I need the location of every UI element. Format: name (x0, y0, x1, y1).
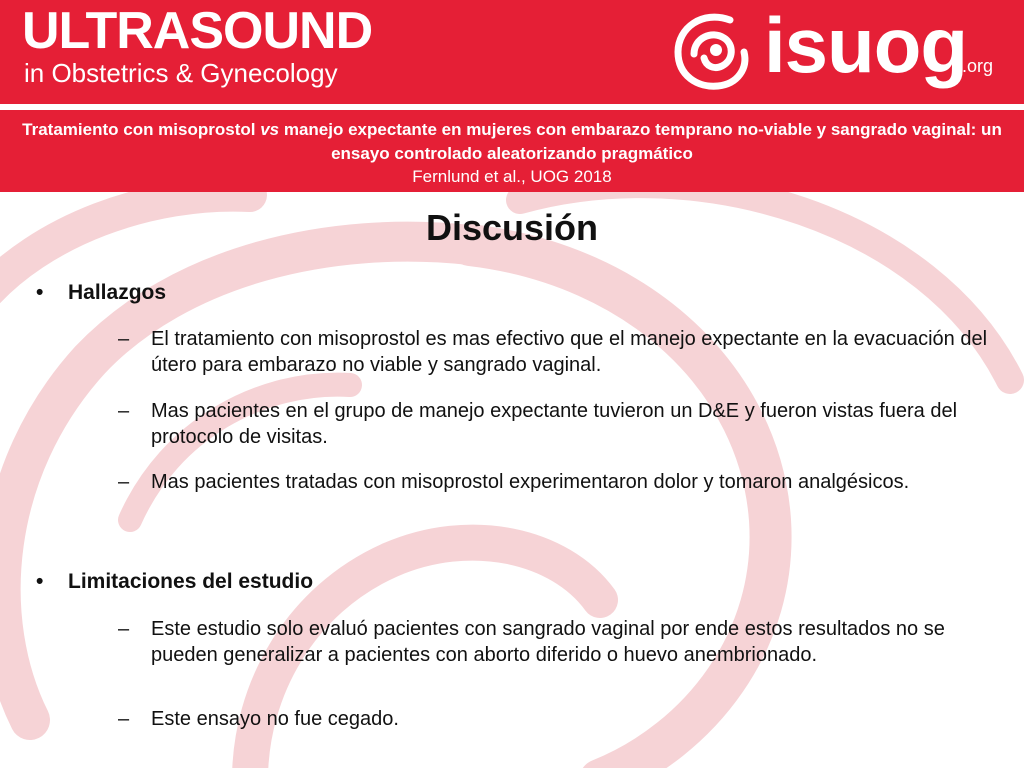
article-title (20, 118, 1004, 166)
dash-marker: – (118, 471, 130, 493)
dash-marker: – (118, 618, 130, 640)
finding-item: Mas pacientes en el grupo de manejo expectante tuvieron un D&E y fueron vistas fuera del protocolo de visitas. (151, 400, 958, 448)
fetus-swirl-icon (672, 10, 752, 92)
article-banner (0, 110, 1024, 192)
article-title-vs: vs (260, 120, 280, 139)
bullet-marker: • (36, 281, 44, 304)
section-heading-hallazgos: Hallazgos (68, 281, 167, 304)
slide-content (0, 192, 1024, 768)
bullet-marker: • (36, 570, 44, 593)
isuog-logo-text: isuog (764, 1, 967, 89)
finding-item: Mas pacientes tratadas con misoprostol experimentaron dolor y tomaron analgésicos. (151, 471, 910, 493)
article-title-part1: Tratamiento con misoprostol (22, 120, 261, 139)
limitation-item: Este ensayo no fue cegado. (151, 708, 399, 730)
dash-marker: – (118, 400, 130, 422)
section-heading-limitaciones: Limitaciones del estudio (68, 570, 314, 593)
slide-title: Discusión (425, 207, 599, 248)
article-title-part2: manejo expectante en mujeres con embarazo temprano no-viable y sangrado vaginal: un ensayo controlado aleatorizando pragmático (279, 120, 1002, 163)
journal-subtitle: in Obstetrics & Gynecology (24, 58, 338, 88)
finding-item: El tratamiento con misoprostol es mas efectivo que el manejo expectante en la evacuación del útero para embarazo no viable y sangrado vaginal. (151, 328, 988, 376)
dash-marker: – (118, 328, 130, 350)
journal-title: ULTRASOUND (22, 2, 373, 60)
limitation-item: Este estudio solo evaluó pacientes con sangrado vaginal por ende estos resultados no se pueden generalizar a pacientes con aborto diferido o huevo anembrionado. (151, 618, 945, 666)
isuog-logo-suffix: .org (962, 56, 994, 76)
article-citation: Fernlund et al., UOG 2018 (412, 167, 612, 186)
journal-header (0, 0, 1024, 104)
dash-marker: – (118, 708, 130, 730)
